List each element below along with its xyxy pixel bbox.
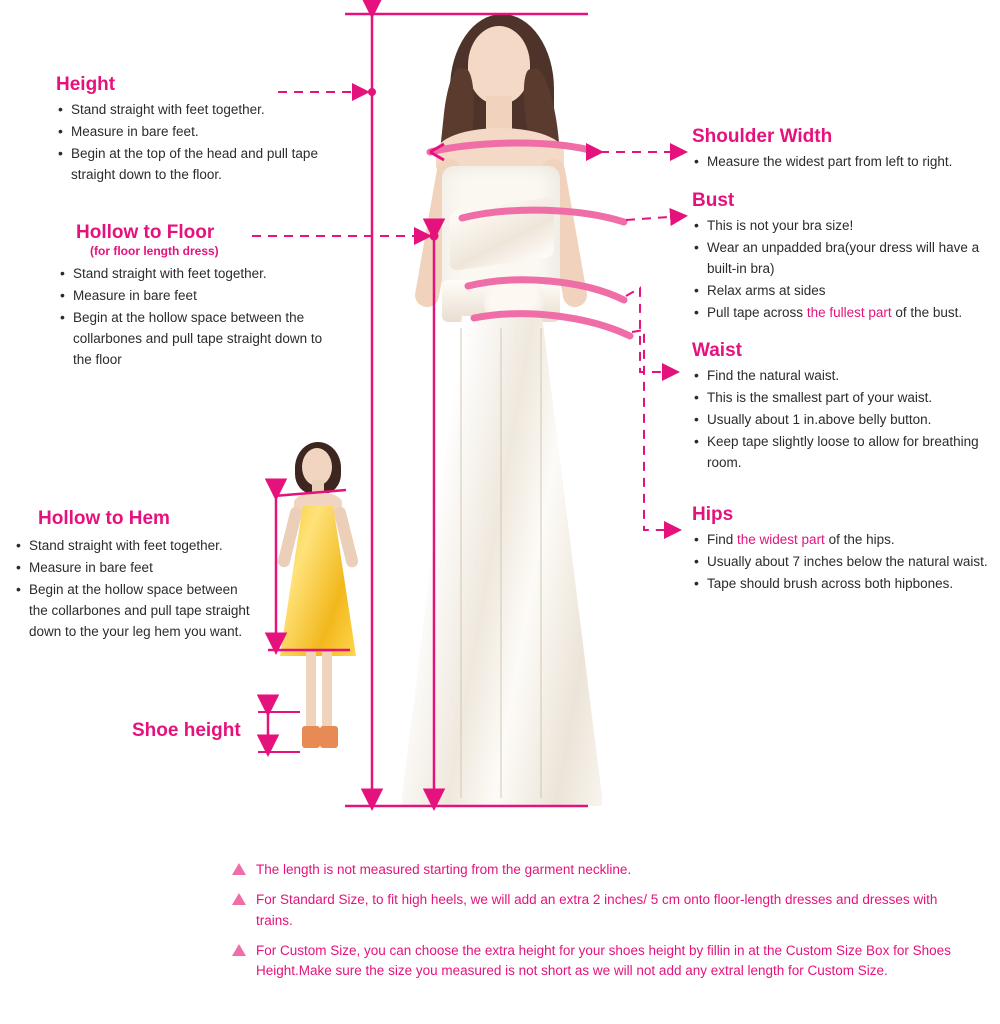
leg-left-shape <box>306 652 316 730</box>
skirt-fold-line <box>500 328 502 798</box>
section-hollow-to-floor-list <box>40 264 330 371</box>
note-item <box>232 860 972 880</box>
note-item <box>232 890 972 931</box>
bride-figure-illustration <box>380 8 640 808</box>
list-item: • Measure in bare feet <box>58 286 330 307</box>
gown-skirt <box>402 316 602 806</box>
list-item: • Find the natural waist. <box>692 366 992 387</box>
section-hollow-to-hem <box>14 508 254 644</box>
list-item: • Keep tape slightly loose to allow for breathing room. <box>692 432 992 474</box>
bust-text-prefix: Pull tape across <box>707 304 807 320</box>
section-height-title: Height <box>56 74 116 95</box>
bust-highlight: the fullest part <box>806 304 892 320</box>
section-shoulder-width-title: Shoulder Width <box>692 126 833 147</box>
section-hips-list <box>692 530 992 595</box>
list-item: • Begin at the top of the head and pull tape straight down to the floor. <box>56 144 356 186</box>
bust-text-suffix: of the bust. <box>891 304 963 320</box>
list-item: • This is the smallest part of your waist. <box>692 388 992 409</box>
shoe-left-shape <box>302 726 320 748</box>
list-item: • Begin at the hollow space between the collarbones and pull tape straight down to the floor <box>58 308 330 371</box>
list-item: • Tape should brush across both hipbones. <box>692 574 992 595</box>
list-item: • Wear an unpadded bra(your dress will have a built-in bra) <box>692 238 998 280</box>
list-item: • Usually about 7 inches below the natural waist. <box>692 552 992 573</box>
section-hollow-to-floor-title: Hollow to Floor <box>76 222 215 243</box>
section-bust-title: Bust <box>692 190 735 211</box>
section-shoulder-width-list <box>692 152 992 173</box>
list-item: • Stand straight with feet together. <box>14 536 254 557</box>
list-item: • Usually about 1 in.above belly button. <box>692 410 992 431</box>
shoe-height-label-block <box>132 720 241 742</box>
section-hollow-to-floor <box>40 222 330 372</box>
list-item: • This is not your bra size! <box>692 216 998 237</box>
section-hips <box>692 504 992 596</box>
head-shape <box>468 26 530 104</box>
warning-triangle-icon <box>232 893 246 905</box>
list-item: • Relax arms at sides <box>692 281 998 302</box>
list-item: • Stand straight with feet together. <box>58 264 330 285</box>
warning-triangle-icon <box>232 863 246 875</box>
note-text: The length is not measured starting from the garment neckline. <box>256 862 632 877</box>
short-dress-figure-illustration <box>262 440 392 760</box>
note-item <box>232 941 972 982</box>
hips-text-suffix: of the hips. <box>824 532 895 547</box>
shoe-height-label: Shoe height <box>132 720 241 741</box>
section-hips-title: Hips <box>692 504 734 525</box>
section-hollow-to-hem-title: Hollow to Hem <box>38 508 170 529</box>
list-item: • Measure in bare feet. <box>56 122 356 143</box>
list-item-bust-fullest <box>692 303 998 324</box>
section-bust-list <box>692 216 998 324</box>
list-item-hips-widest <box>692 530 992 551</box>
leg-right-shape <box>322 652 332 730</box>
note-text: For Custom Size, you can choose the extra height for your shoes height by fillin in at the Custom Size Box for Shoes Height.Make sure the size you measured is not short as we will not add any extral length for Custom Size. <box>256 942 951 978</box>
section-height <box>56 74 356 187</box>
section-height-list <box>56 100 356 186</box>
section-waist-title: Waist <box>692 340 742 361</box>
section-waist <box>692 340 992 475</box>
section-hollow-to-hem-list <box>14 536 254 643</box>
hips-text-prefix: Find <box>707 532 738 547</box>
note-text: For Standard Size, to fit high heels, we will add an extra 2 inches/ 5 cm onto floor-length dresses and dresses with trains. <box>256 892 938 928</box>
skirt-fold-line <box>460 328 462 798</box>
warning-triangle-icon <box>232 944 246 956</box>
section-bust <box>692 190 998 325</box>
list-item: • Measure in bare feet <box>14 558 254 579</box>
list-item: • Begin at the hollow space between the collarbones and pull tape straight down to the your leg hem you want. <box>14 580 254 643</box>
list-item: • Stand straight with feet together. <box>56 100 356 121</box>
section-hollow-to-floor-subtitle: (for floor length dress) <box>90 244 219 258</box>
hips-highlight: the widest part <box>737 532 825 547</box>
section-waist-list <box>692 366 992 474</box>
footer-notes <box>232 860 972 991</box>
shoe-right-shape <box>320 726 338 748</box>
skirt-fold-line <box>540 328 542 798</box>
section-shoulder-width <box>692 126 992 174</box>
list-item: • Measure the widest part from left to right. <box>692 152 992 173</box>
